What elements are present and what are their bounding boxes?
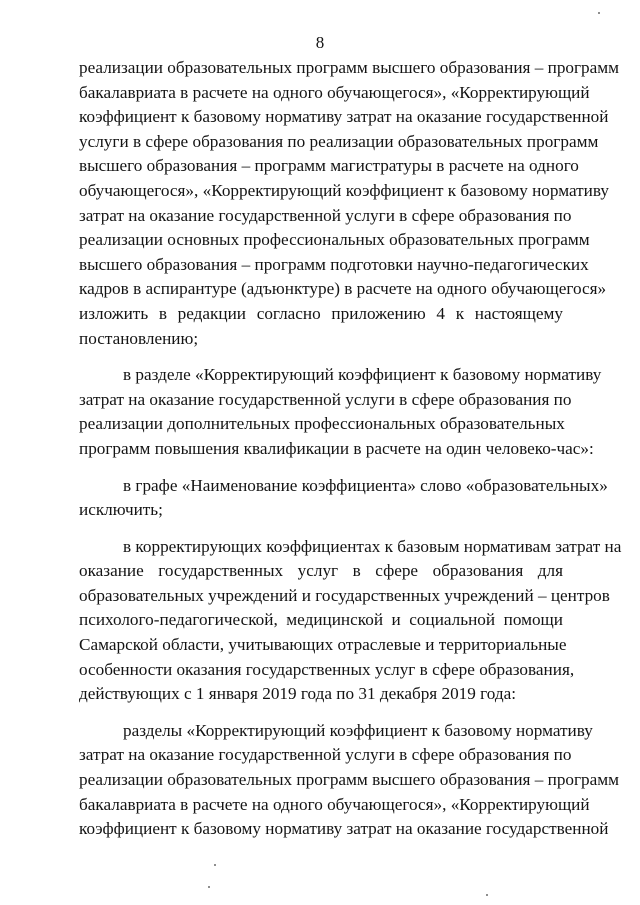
scan-speck	[598, 12, 600, 14]
paragraph	[79, 535, 622, 707]
paragraph	[79, 474, 608, 523]
text-line: разделы «Корректирующий коэффициент к базовому нормативу	[123, 720, 593, 740]
text-line: кадров в аспирантуре (адъюнктуре) в расчете на одного обучающегося»	[79, 279, 607, 299]
text-line: бакалавриата в расчете на одного обучающегося», «Корректирующий	[79, 794, 590, 814]
text-line: психолого-педагогической, медицинской и социальной помощи	[79, 610, 563, 630]
paragraph-gap	[79, 707, 563, 719]
text-line: реализации основных профессиональных образовательных программ	[79, 230, 590, 250]
paragraph-gap	[79, 462, 563, 474]
text-line: затрат на оказание государственной услуги в сфере образования по	[79, 745, 572, 765]
text-line: услуги в сфере образования по реализации образовательных программ	[79, 131, 599, 151]
text-line: постановлению;	[79, 328, 199, 348]
text-line: исключить;	[79, 500, 163, 520]
text-line: затрат на оказание государственной услуги в сфере образования по	[79, 205, 572, 225]
text-line: программ повышения квалификации в расчете на один человеко-час»:	[79, 438, 594, 458]
text-line: коэффициент к базовому нормативу затрат на оказание государственной	[79, 819, 609, 839]
paragraph	[79, 719, 620, 842]
text-line: реализации дополнительных профессиональных образовательных	[79, 414, 565, 434]
text-line: обучающегося», «Корректирующий коэффициент к базовому нормативу	[79, 180, 609, 200]
text-line: особенности оказания государственных услуг в сфере образования,	[79, 659, 575, 679]
text-line: затрат на оказание государственной услуги в сфере образования по	[79, 389, 572, 409]
text-line: коэффициент к базовому нормативу затрат на оказание государственной	[79, 107, 609, 127]
paragraph	[79, 363, 602, 461]
scan-speck	[214, 864, 216, 866]
text-line: в корректирующих коэффициентах к базовым нормативам затрат на	[123, 536, 622, 556]
scan-speck	[208, 886, 210, 888]
text-line: в графе «Наименование коэффициента» слово «образовательных»	[123, 475, 608, 495]
text-line: бакалавриата в расчете на одного обучающегося», «Корректирующий	[79, 82, 590, 102]
text-line: в разделе «Корректирующий коэффициент к базовому нормативу	[123, 365, 602, 385]
text-line: высшего образования – программ магистратуры в расчете на одного	[79, 156, 579, 176]
paragraph	[79, 56, 620, 351]
text-line: изложить в редакции согласно приложению 4 к настоящему	[79, 303, 563, 323]
document-body	[79, 56, 622, 842]
paragraph-gap	[79, 351, 563, 363]
text-line: оказание государственных услуг в сфере образования для	[79, 561, 563, 581]
text-line: образовательных учреждений и государственных учреждений – центров	[79, 585, 610, 605]
page-number: 8	[315, 33, 325, 52]
text-line: реализации образовательных программ высшего образования – программ	[79, 58, 620, 77]
text-line: Самарской области, учитывающих отраслевые и территориальные	[79, 635, 567, 655]
paragraph-gap	[79, 523, 563, 535]
scan-speck	[486, 894, 488, 896]
text-line: высшего образования – программ подготовки научно-педагогических	[79, 254, 589, 274]
text-line: действующих с 1 января 2019 года по 31 декабря 2019 года:	[79, 684, 517, 704]
text-line: реализации образовательных программ высшего образования – программ	[79, 770, 620, 790]
